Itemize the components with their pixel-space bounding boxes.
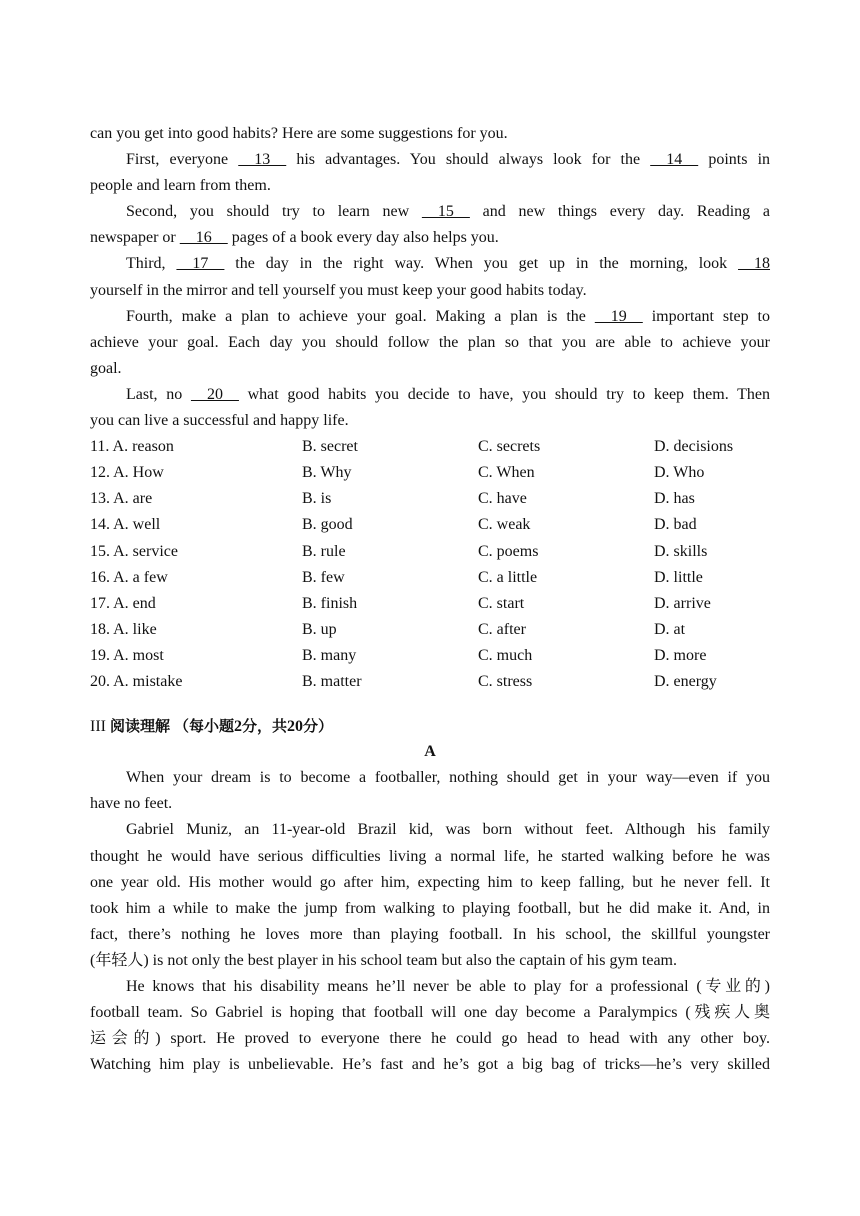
option-c: C. after xyxy=(478,620,526,638)
cloze-text: important step to xyxy=(642,307,770,325)
option-row xyxy=(90,591,770,617)
option-a: 16. A. a few xyxy=(90,568,168,586)
passage-line: Gabriel Muniz, an 11-year-old Brazil kid, was born without feet. Although his family xyxy=(126,821,770,839)
passage-line: fact, there’s nothing he loves more than playing football. In his school, the skillful youngster xyxy=(90,925,770,943)
section-heading xyxy=(90,713,770,739)
cloze-text: Third, xyxy=(126,255,177,273)
section-note: 分，共 xyxy=(242,717,288,736)
option-c: C. start xyxy=(478,594,525,612)
cloze-text: and new things every day. Reading a xyxy=(469,203,771,221)
option-b: B. Why xyxy=(302,464,352,482)
option-a: 18. A. like xyxy=(90,620,157,638)
passage-line: have no feet. xyxy=(90,795,173,813)
option-c: C. have xyxy=(478,490,527,508)
section-note: （每小题 xyxy=(174,717,235,736)
cloze-line: you can live a successful and happy life. xyxy=(90,412,349,430)
option-row xyxy=(90,460,770,486)
cloze-line: can you get into good habits? Here are some suggestions for you. xyxy=(90,125,508,142)
option-a: 19. A. most xyxy=(90,646,164,664)
option-a: 13. A. are xyxy=(90,490,153,508)
option-d: D. bad xyxy=(654,516,697,534)
option-c: C. When xyxy=(478,464,535,482)
option-a: 20. A. mistake xyxy=(90,672,183,690)
cloze-text: points in xyxy=(698,151,771,169)
section-note: 20 xyxy=(287,718,304,736)
option-d: D. Who xyxy=(654,464,705,482)
section-title: 阅读理解 xyxy=(109,717,170,736)
cloze-text: Last, no xyxy=(126,385,191,403)
passage-line: He knows that his disability means he’ll never be able to play for a professional (专业的) xyxy=(126,978,770,995)
option-c: C. poems xyxy=(478,542,539,560)
passage-line: (年轻人) is not only the best player in his school team but also the captain of his gym team. xyxy=(90,951,678,969)
blank-15: 15 xyxy=(421,203,470,221)
option-a: 12. A. How xyxy=(90,464,164,482)
option-c: C. a little xyxy=(478,568,538,586)
blank-18: 18 xyxy=(738,255,771,273)
option-b: B. few xyxy=(302,568,345,586)
option-b: B. many xyxy=(302,646,357,664)
cloze-text: First, everyone xyxy=(126,151,239,169)
passage-a xyxy=(90,765,770,1078)
cloze-text: newspaper or xyxy=(90,229,180,247)
options-table xyxy=(90,434,770,695)
passage-line: thought he would have serious difficulties living a normal life, he started walking before he was xyxy=(90,847,770,865)
cloze-line: achieve your goal. Each day you should follow the plan so that you are able to achieve your xyxy=(90,333,770,351)
option-b: B. good xyxy=(302,516,353,534)
option-row xyxy=(90,565,770,591)
option-c: C. stress xyxy=(478,672,533,690)
blank-20: 20 xyxy=(190,385,239,403)
cloze-line xyxy=(90,304,770,330)
blank-16: 16 xyxy=(179,229,228,247)
blank-19: 19 xyxy=(594,307,643,325)
cloze-line: goal. xyxy=(90,359,122,377)
section-number: III xyxy=(90,718,106,736)
passage-line: 运会的) sport. He proved to everyone there he could go head to head with any other boy. xyxy=(90,1030,770,1048)
passage-line: one year old. His mother would go after him, expecting him to keep falling, but he never fell. It xyxy=(90,873,770,891)
cloze-line: yourself in the mirror and tell yourself you must keep your good habits today. xyxy=(90,281,587,299)
option-d: D. decisions xyxy=(654,438,734,456)
section-note: 2 xyxy=(234,718,243,736)
option-row xyxy=(90,486,770,512)
passage-label: A xyxy=(424,743,436,761)
document-content xyxy=(90,121,770,1078)
option-c: C. much xyxy=(478,646,533,664)
option-row xyxy=(90,434,770,460)
option-c: C. weak xyxy=(478,516,531,534)
option-b: B. finish xyxy=(302,594,358,612)
option-b: B. matter xyxy=(302,672,362,690)
option-a: 17. A. end xyxy=(90,594,156,612)
cloze-text: pages of a book every day also helps you. xyxy=(227,229,499,247)
option-a: 15. A. service xyxy=(90,542,178,560)
option-row xyxy=(90,512,770,538)
option-d: D. energy xyxy=(654,672,717,690)
cloze-text: Second, you should try to learn new xyxy=(126,203,422,221)
option-a: 11. A. reason xyxy=(90,438,174,456)
option-row xyxy=(90,539,770,565)
cloze-line xyxy=(90,225,770,251)
blank-13: 13 xyxy=(238,151,287,169)
blank-14: 14 xyxy=(650,151,699,169)
passage-line: took him a while to make the jump from walking to playing football, but he did make it. And, in xyxy=(90,899,770,917)
option-d: D. arrive xyxy=(654,594,711,612)
option-d: D. skills xyxy=(654,542,708,560)
cloze-text: Fourth, make a plan to achieve your goal. Making a plan is the xyxy=(126,307,595,325)
cloze-text: what good habits you decide to have, you should try to keep them. Then xyxy=(238,385,771,403)
cloze-line xyxy=(90,251,770,277)
cloze-line xyxy=(90,147,770,173)
option-a: 14. A. well xyxy=(90,516,161,534)
option-row xyxy=(90,669,770,695)
option-b: B. secret xyxy=(302,438,358,456)
option-b: B. rule xyxy=(302,542,346,560)
cloze-text: the day in the right way. When you get up in the morning, look xyxy=(224,255,739,273)
option-d: D. little xyxy=(654,568,703,586)
cloze-line: people and learn from them. xyxy=(90,177,271,195)
cloze-text: his advantages. You should always look for the xyxy=(286,151,651,169)
section-note: 分） xyxy=(303,717,334,736)
option-b: B. up xyxy=(302,620,337,638)
option-b: B. is xyxy=(302,490,332,508)
option-c: C. secrets xyxy=(478,438,541,456)
option-row xyxy=(90,643,770,669)
option-row xyxy=(90,617,770,643)
cloze-line xyxy=(90,382,770,408)
option-d: D. has xyxy=(654,490,695,508)
option-d: D. more xyxy=(654,646,707,664)
cloze-line xyxy=(90,199,770,225)
blank-17: 17 xyxy=(176,255,225,273)
passage-line: When your dream is to become a footballer, nothing should get in your way—even if you xyxy=(126,769,770,787)
option-d: D. at xyxy=(654,620,686,638)
passage-line: football team. So Gabriel is hoping that football will one day become a Paralympics (残疾人奥 xyxy=(90,1004,770,1022)
passage-line: Watching him play is unbelievable. He’s fast and he’s got a big bag of tricks—he’s very skilled xyxy=(90,1056,770,1074)
